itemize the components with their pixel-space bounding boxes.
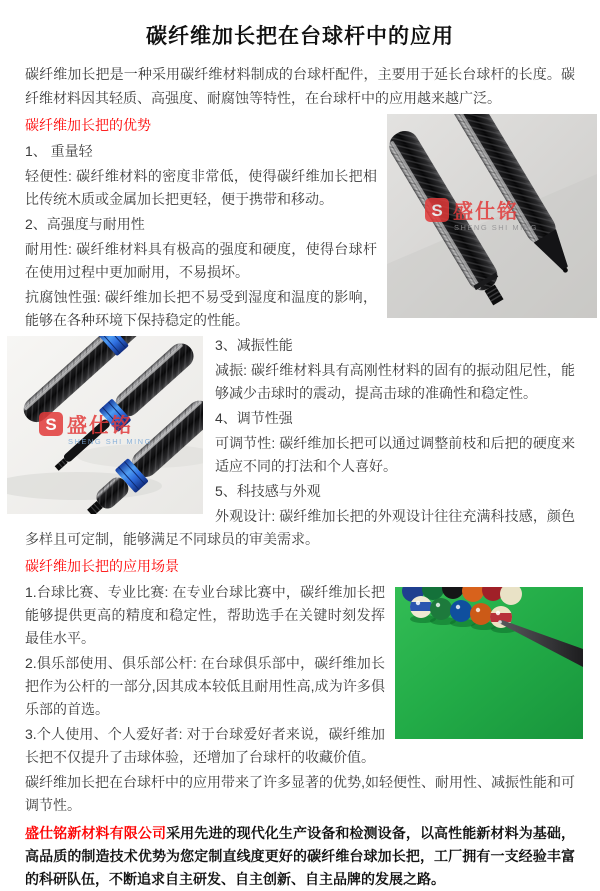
scenarios-summary: 碳纤维加长把在台球杆中的应用带来了许多显著的优势,如轻便性、耐用性、减振性能和可调节性。	[25, 774, 575, 813]
billiards-table-photo	[395, 587, 583, 739]
scenarios-heading: 碳纤维加长把的应用场景	[25, 558, 179, 574]
brand-pinyin: SHENG SHI MING	[454, 223, 538, 232]
advantages-heading: 碳纤维加长把的优势	[25, 117, 151, 133]
advantage-5-heading: 5、科技感与外观	[215, 483, 321, 499]
advantage-1-heading: 1、 重量轻	[25, 143, 93, 159]
scenario-2-text: 2.俱乐部使用、俱乐部公杆: 在台球俱乐部中，碳纤维加长把作为公杆的一部分,因其成本较低且耐用性高,成为许多俱乐部的首选。	[25, 655, 385, 717]
brand-logo-icon: S	[431, 201, 443, 220]
scenario-3-text: 3.个人使用、个人爱好者: 对于台球爱好者来说，碳纤维加长把不仅提升了击球体验，还增加了台球杆的收藏价值。	[25, 726, 385, 765]
scenarios-section	[25, 581, 575, 819]
advantage-3-text: 减振: 碳纤维材料具有高刚性材料的固有的振动阻尼性，能够减少击球时的震动，提高击球的准确性和稳定性。	[215, 362, 575, 401]
page-title: 碳纤维加长把在台球杆中的应用	[146, 25, 454, 48]
advantage-2-heading: 2、高强度与耐用性	[25, 216, 145, 232]
advantage-5-text: 外观设计: 碳纤维加长把的外观设计往往充满科技感，颜色多样且可定制，能够满足不同球员的审美需求。	[25, 508, 575, 547]
company-name: 盛仕铭新材料有限公司	[25, 825, 167, 841]
advantage-1-text: 轻便性: 碳纤维材料的密度非常低，使得碳纤维加长把相比传统木质或金属加长把更轻，便于携带和移动。	[25, 168, 377, 207]
scenario-1-text: 1.台球比赛、专业比赛: 在专业台球比赛中，碳纤维加长把能够提供更高的精度和稳定性，帮助选手在关键时刻发挥最佳水平。	[25, 584, 385, 646]
company-description: 采用先进的现代化生产设备和检测设备，以高性能新材料为基础，高品质的制造技术优势为您定制直线度更好的碳纤维台球加长把，工厂拥有一支经验丰富的科研队伍，不断追求自主研发、自主创新、自主品牌的发展之路。	[25, 825, 576, 887]
advantage-2-text-1: 耐用性: 碳纤维材料具有极高的强度和硬度，使得台球杆在使用过程中更加耐用，不易损坏。	[25, 241, 377, 280]
product-photo-three-tubes	[7, 336, 203, 514]
brand-logo-icon: S	[45, 415, 57, 434]
company-paragraph	[25, 822, 575, 891]
advantage-3-heading: 3、减振性能	[215, 337, 293, 353]
brand-name: 盛仕铭	[67, 415, 133, 437]
advantage-2-text-2: 抗腐蚀性强: 碳纤维加长把不易受到湿度和温度的影响，能够在各种环境下保持稳定的性能。	[25, 289, 377, 328]
advantage-4-text: 可调节性: 碳纤维加长把可以通过调整前枝和后把的硬度来适应不同的打法和个人喜好。	[215, 435, 575, 474]
advantage-4-heading: 4、调节性强	[215, 410, 293, 426]
advantages-section-top	[25, 114, 575, 334]
brand-pinyin: SHENG SHI MING	[68, 437, 152, 446]
intro-paragraph: 碳纤维加长把是一种采用碳纤维材料制成的台球杆配件，主要用于延长台球杆的长度。碳纤维材料因其轻质、高强度、耐腐蚀等特性，在台球杆中的应用越来越广泛。	[25, 66, 575, 106]
product-photo-two-tubes	[387, 114, 597, 318]
brand-name: 盛仕铭	[453, 201, 519, 223]
advantages-section-bottom	[25, 334, 575, 553]
